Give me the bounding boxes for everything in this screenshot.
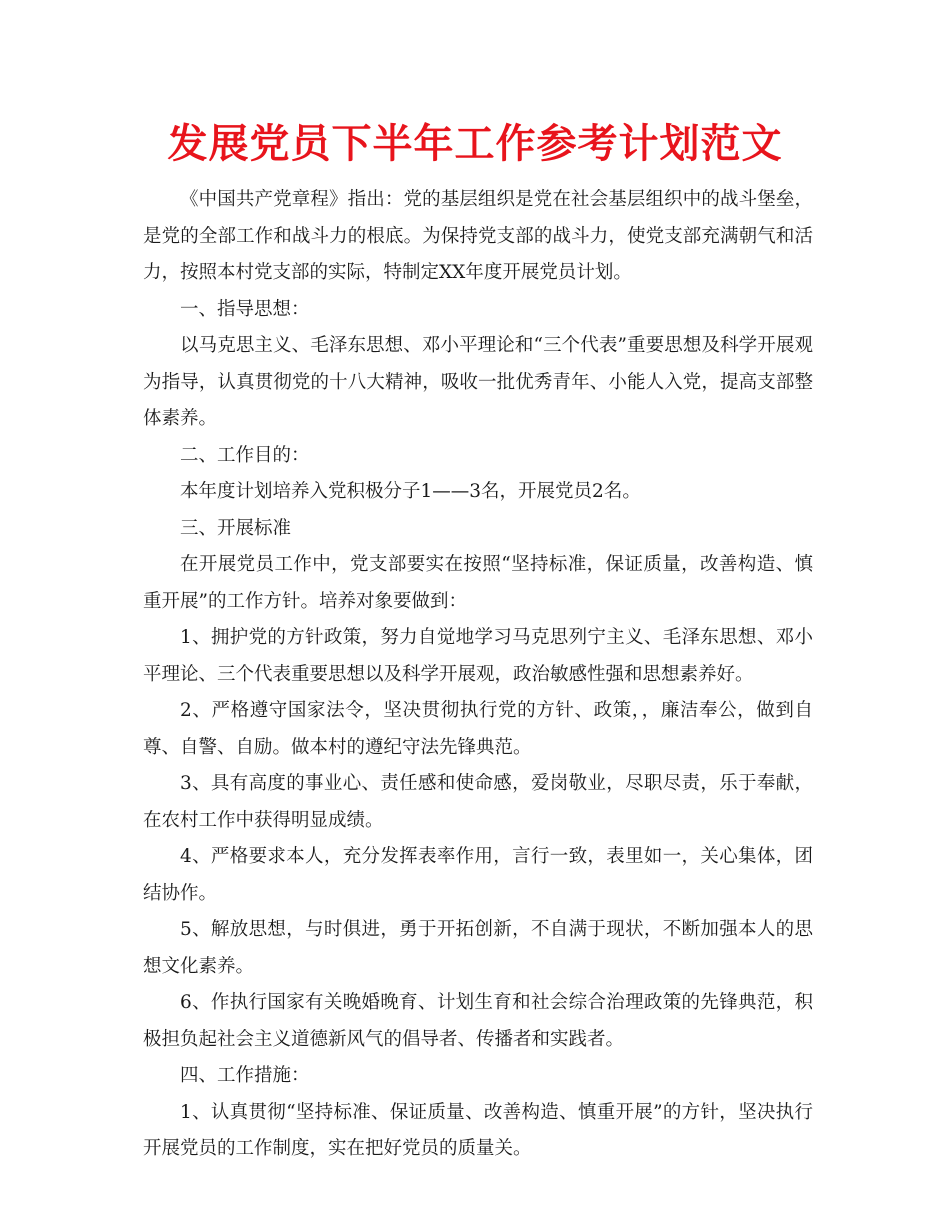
heading-standards: 三、开展标准 — [180, 517, 292, 539]
paragraph-intro: 《中国共产党章程》指出：党的基层组织是党在社会基层组织中的战斗堡垒，是党的全部工作和战斗力的根底。为保持党支部的战斗力，使党支部充满朝气和活力，按照本村党支部的实际，特制定XX年度开展党员计划。 — [143, 189, 813, 283]
paragraph-work-goal: 本年度计划培养入党积极分子1——3名，开展党员2名。 — [180, 481, 641, 502]
list-item-standard-3: 3、具有高度的事业心、责任感和使命感，爱岗敬业，尽职尽责，乐于奉献，在农村工作中获得明显成绩。 — [143, 773, 813, 831]
paragraph-guiding-ideology: 以马克思主义、毛泽东思想、邓小平理论和“三个代表”重要思想及科学开展观为指导，认真贯彻党的十八大精神，吸收一批优秀青年、小能人入党，提高支部整体素养。 — [143, 335, 813, 429]
list-item-standard-2: 2、严格遵守国家法令，坚决贯彻执行党的方针、政策，，廉洁奉公，做到自尊、自警、自励。做本村的遵纪守法先锋典范。 — [143, 700, 813, 758]
list-item-standard-5: 5、解放思想，与时俱进，勇于开拓创新，不自满于现状，不断加强本人的思想文化素养。 — [143, 919, 813, 977]
heading-work-measures: 四、工作措施： — [180, 1065, 310, 1086]
list-item-standard-1: 1、拥护党的方针政策，努力自觉地学习马克思列宁主义、毛泽东思想、邓小平理论、三个代表重要思想以及科学开展观，政治敏感性强和思想素养好。 — [143, 627, 813, 685]
list-item-standard-6: 6、作执行国家有关晚婚晚育、计划生育和社会综合治理政策的先锋典范，积极担负起社会主义道德新风气的倡导者、传播者和实践者。 — [143, 992, 813, 1050]
list-item-standard-4: 4、严格要求本人，充分发挥表率作用，言行一致，表里如一，关心集体，团结协作。 — [143, 846, 813, 904]
heading-guiding-ideology: 一、指导思想： — [180, 298, 310, 320]
document-body — [143, 182, 813, 1168]
document-title: 发展党员下半年工作参考计划范文 — [167, 121, 783, 167]
list-item-measure-1: 1、认真贯彻“坚持标准、保证质量、改善构造、慎重开展”的方针，坚决执行开展党员的工作制度，实在把好党员的质量关。 — [143, 1101, 813, 1159]
heading-work-goal: 二、工作目的： — [180, 444, 310, 466]
paragraph-standards: 在开展党员工作中，党支部要实在按照“坚持标准，保证质量，改善构造、慎重开展”的工作方针。培养对象要做到： — [143, 554, 813, 612]
